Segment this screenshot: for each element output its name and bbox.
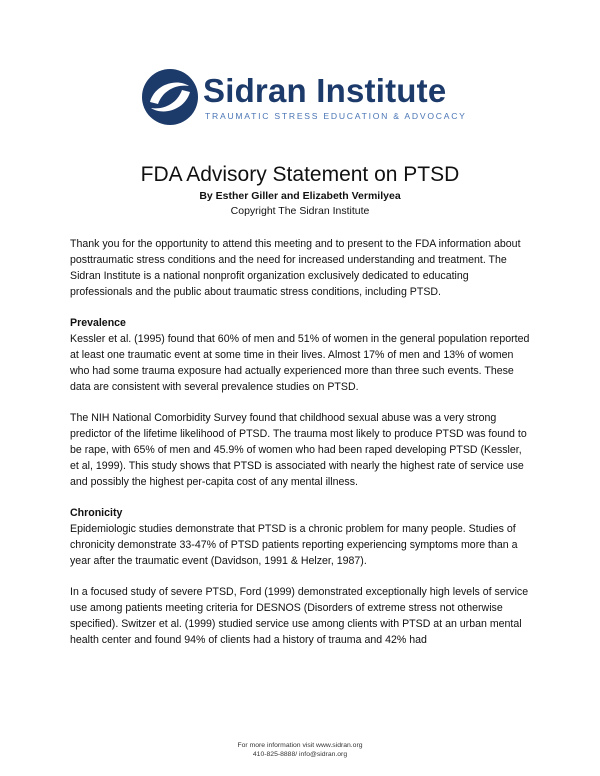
footer-website: For more information visit www.sidran.org <box>237 742 363 749</box>
sidran-logo <box>141 68 481 130</box>
chronicity-heading: Chronicity <box>70 507 123 519</box>
document-body <box>70 236 532 663</box>
footer-contact: 410-825-8888/ info@sidran.org <box>252 751 348 758</box>
copyright-line: Copyright The Sidran Institute <box>230 205 370 217</box>
prevalence-paragraph-1: Kessler et al. (1995) found that 60% of men and 51% of women in the general population reported at least one traumatic event at some time in their lives. Almost 17% of men and 13% of women who had some trauma exposure had actually experienced more than three such events. These data are consistent with several prevalence studies on PTSD. <box>70 333 530 393</box>
title-block <box>0 163 600 218</box>
logo-name: Sidran Institute <box>203 72 447 109</box>
chronicity-paragraph-1: Epidemiologic studies demonstrate that PTSD is a chronic problem for many people. Studies of chronicity demonstrate 33-47% of PTSD patients reporting experiencing symptoms more than a year after the traumatic event (Davidson, 1991 & Helzer, 1987). <box>70 523 518 567</box>
intro-paragraph: Thank you for the opportunity to attend this meeting and to present to the FDA information about posttraumatic stress conditions and the need for increased understanding and treatment. The Sidran Institute is a national nonprofit organization exclusively dedicated to educating professionals and the public about traumatic stress conditions, including PTSD. <box>70 238 521 298</box>
authors-line: By Esther Giller and Elizabeth Vermilyea <box>199 190 401 202</box>
prevalence-heading: Prevalence <box>70 317 126 329</box>
page-footer <box>0 741 600 759</box>
sidran-emblem-icon <box>141 68 199 126</box>
page-title: FDA Advisory Statement on PTSD <box>140 163 460 186</box>
prevalence-paragraph-2: The NIH National Comorbidity Survey found that childhood sexual abuse was a very strong predictor of the lifetime likelihood of PTSD. The trauma most likely to produce PTSD was found to be rape, with 65% of men and 45.9% of women who had been raped developing PTSD (Kessler, et al, 1999). This study shows that PTSD is associated with nearly the highest rate of service use and possibly the highest per-capita cost of any mental illness. <box>70 412 527 488</box>
chronicity-paragraph-2: In a focused study of severe PTSD, Ford (1999) demonstrated exceptionally high levels of service use among patients meeting criteria for DESNOS (Disorders of extreme stress not otherwise specified). Switzer et al. (1999) studied service use among clients with PTSD at an urban mental health center and found 94% of clients had a history of trauma and 42% had <box>70 586 529 646</box>
logo-tagline: TRAUMATIC STRESS EDUCATION & ADVOCACY <box>205 111 467 121</box>
